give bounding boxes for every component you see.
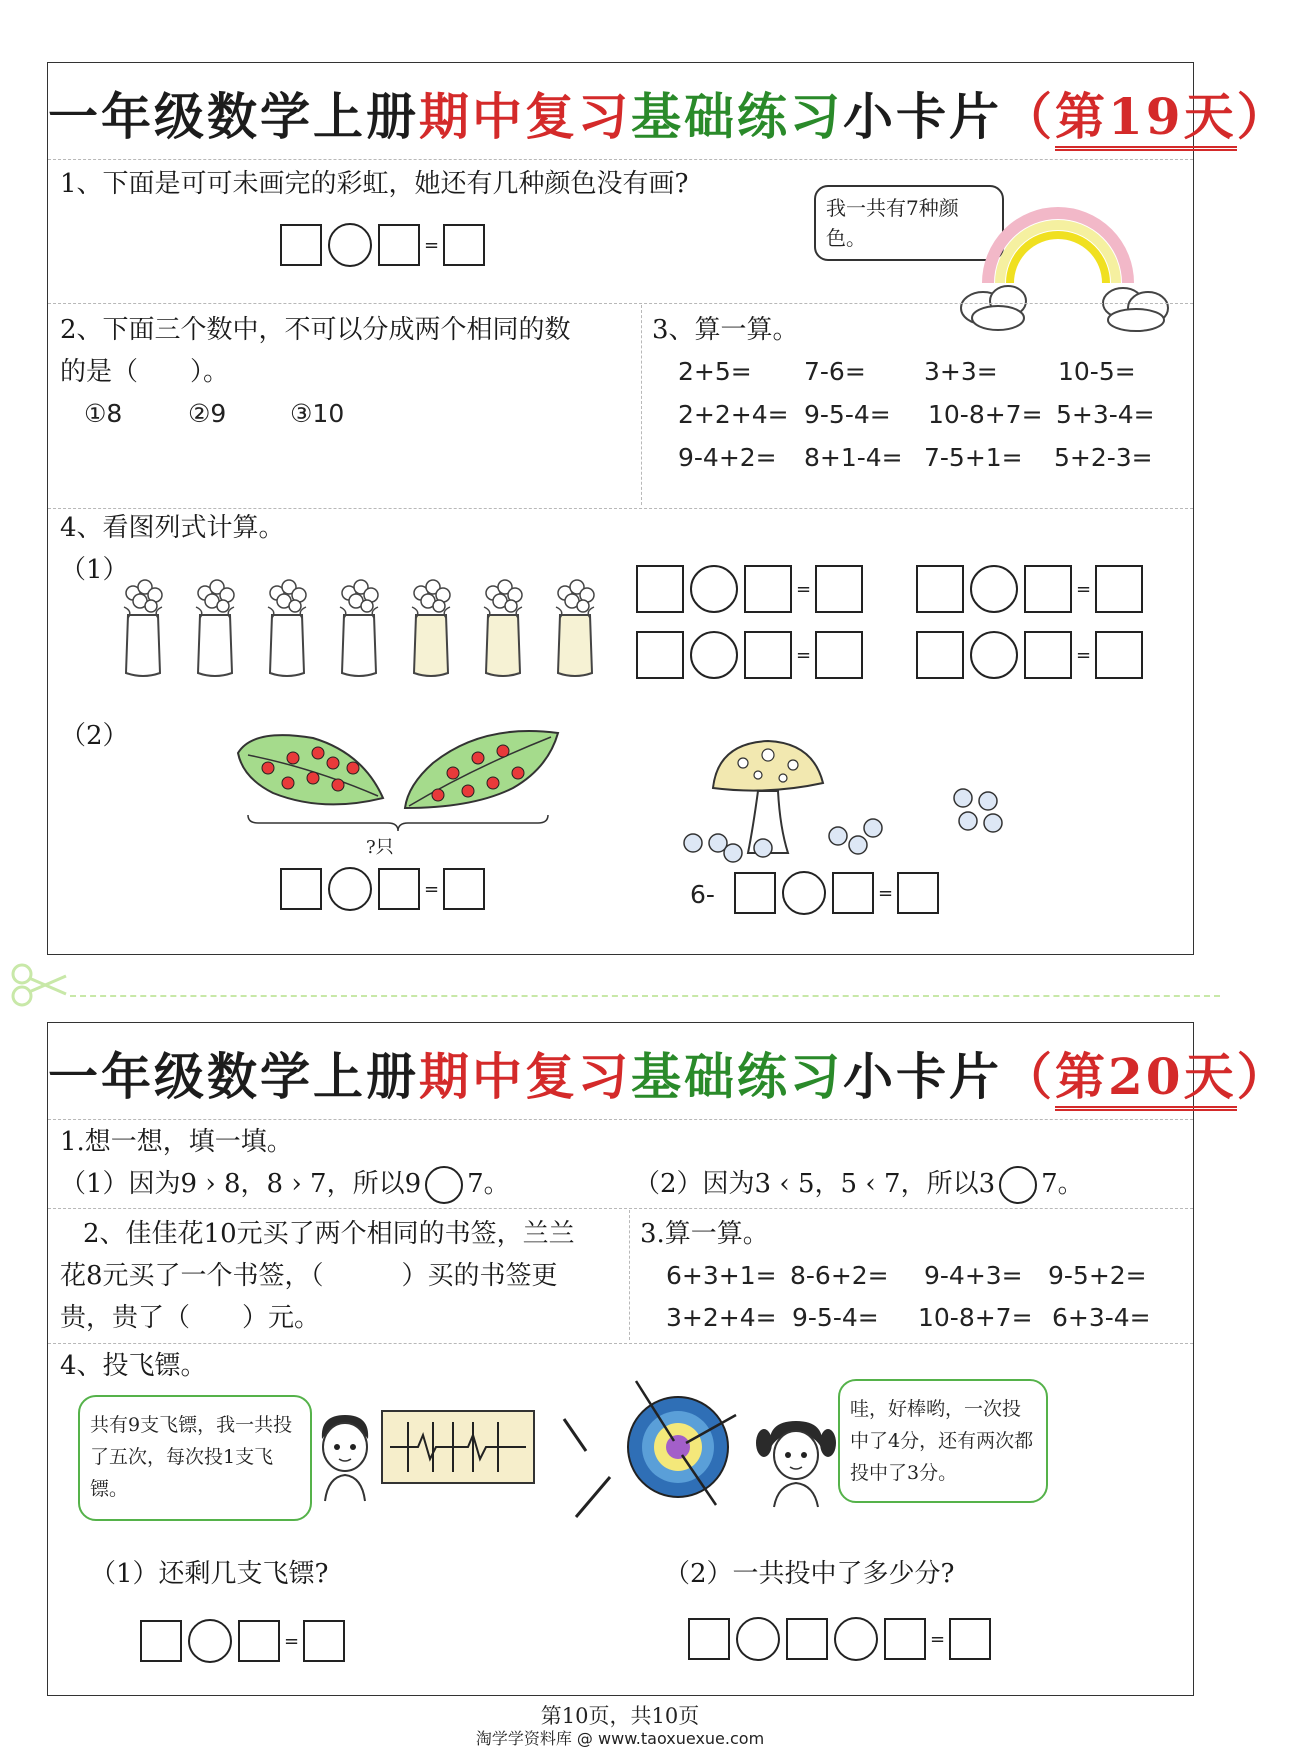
sub-question-1: （1）还剩几支飞镖? (90, 1559, 329, 1589)
operator-circle[interactable] (188, 1619, 232, 1663)
expression: 5+2-3= (1054, 443, 1153, 472)
expression: 9-4+3= (924, 1261, 1023, 1290)
speech-bubble-left: 共有9支飞镖，我一共投了五次，每次投1支飞镖。 (78, 1395, 312, 1521)
answer-equation: = (916, 565, 1143, 613)
answer-equation: = (140, 1619, 345, 1663)
answer-box[interactable] (636, 565, 684, 613)
speech-bubble-right: 哇，好棒哟，一次投中了4分，还有两次都投中了3分。 (838, 1379, 1048, 1503)
scissors-icon (8, 960, 68, 1010)
answer-box[interactable] (378, 868, 420, 910)
expression: 9-4+2= (678, 443, 777, 472)
answer-box[interactable] (443, 868, 485, 910)
answer-box[interactable] (140, 1620, 182, 1662)
answer-box[interactable] (832, 872, 874, 914)
expression: 10-5= (1058, 357, 1136, 386)
question-2-line2: 的是（ ）。 (60, 357, 230, 387)
question-2-line1: 2、佳佳花10元买了两个相同的书签，兰兰 (83, 1219, 575, 1249)
option: ②9 (188, 399, 227, 428)
operator-circle[interactable] (970, 565, 1018, 613)
answer-box[interactable] (378, 224, 420, 266)
question-1: 1.想一想，填一填。 (60, 1127, 293, 1157)
expression: 10-8+7= (928, 400, 1043, 429)
answer-box[interactable] (1024, 631, 1072, 679)
expression: 2+5= (678, 357, 752, 386)
expression: 6+3+1= (666, 1261, 777, 1290)
divider (48, 1208, 1193, 1209)
operator-circle[interactable] (690, 631, 738, 679)
answer-equation: = (636, 565, 863, 613)
operator-circle[interactable] (690, 565, 738, 613)
part-label: （1） (60, 555, 129, 585)
operator-circle[interactable] (834, 1617, 878, 1661)
question-1-part1: （1）因为9 › 8，8 › 7，所以9 7。 (60, 1163, 510, 1205)
answer-box[interactable] (303, 1620, 345, 1662)
expression: 2+2+4= (678, 400, 789, 429)
expression: 8+1-4= (804, 443, 903, 472)
answer-box[interactable] (744, 631, 792, 679)
compare-circle[interactable] (425, 1166, 463, 1204)
divider (48, 303, 1193, 304)
answer-box[interactable] (636, 631, 684, 679)
question-2-line1: 2、下面三个数中，不可以分成两个相同的数 (60, 315, 571, 345)
answer-box[interactable] (815, 565, 863, 613)
question-2-line3: 贵，贵了（ ）元。 (60, 1303, 321, 1333)
caption: ?只 (366, 837, 394, 858)
part-label: （2） (60, 721, 129, 751)
dartboard-target-illustration (616, 1375, 746, 1515)
answer-box[interactable] (280, 224, 322, 266)
operator-circle[interactable] (736, 1617, 780, 1661)
expression: 10-8+7= (918, 1303, 1033, 1332)
equation-prefix: 6- (690, 880, 715, 909)
dart-icon (558, 1413, 618, 1523)
answer-equation: = (280, 867, 485, 911)
question-4: 4、投飞镖。 (60, 1351, 207, 1381)
answer-box[interactable] (916, 631, 964, 679)
answer-box[interactable] (786, 1618, 828, 1660)
answer-box[interactable] (688, 1618, 730, 1660)
question-1: 1、下面是可可未画完的彩虹，她还有几种颜色没有画? (60, 169, 689, 199)
card-title: 一年级数学上册期中复习基础练习小卡片（第20天） (48, 1037, 1193, 1107)
divider (641, 305, 642, 505)
answer-box[interactable] (1095, 631, 1143, 679)
answer-box[interactable] (280, 868, 322, 910)
expression: 9-5+2= (1048, 1261, 1147, 1290)
answer-equation: = (916, 631, 1143, 679)
operator-circle[interactable] (328, 223, 372, 267)
answer-equation: = (636, 631, 863, 679)
day-label: 第19天 (1055, 87, 1237, 151)
expression: 7-5+1= (924, 443, 1023, 472)
ladybug-leaves-illustration (233, 723, 563, 833)
answer-box[interactable] (949, 1618, 991, 1660)
answer-box[interactable] (815, 631, 863, 679)
boy-illustration (310, 1409, 380, 1504)
darts-board-illustration (378, 1407, 538, 1487)
page-number: 第10页，共10页 (540, 1704, 700, 1728)
answer-box[interactable] (884, 1618, 926, 1660)
expression: 9-5-4= (792, 1303, 879, 1332)
answer-box[interactable] (744, 565, 792, 613)
answer-box[interactable] (443, 224, 485, 266)
answer-box[interactable] (897, 872, 939, 914)
girl-illustration (756, 1413, 836, 1508)
answer-box[interactable] (1095, 565, 1143, 613)
answer-equation: = (734, 871, 939, 915)
question-1-part2: （2）因为3 ‹ 5，5 ‹ 7，所以3 7。 (634, 1163, 1084, 1205)
question-4: 4、看图列式计算。 (60, 513, 285, 543)
expression: 9-5-4= (804, 400, 891, 429)
option: ③10 (290, 399, 345, 428)
option: ①8 (84, 399, 123, 428)
question-2-line2: 花8元买了一个书签，（ ）买的书签更 (60, 1261, 558, 1291)
divider (48, 159, 1193, 160)
expression: 6+3-4= (1052, 1303, 1151, 1332)
operator-circle[interactable] (782, 871, 826, 915)
flower-vases-illustration (118, 573, 658, 683)
answer-equation: = (280, 223, 485, 267)
answer-box[interactable] (238, 1620, 280, 1662)
cut-line (70, 995, 1220, 997)
answer-box[interactable] (734, 872, 776, 914)
card-day-20 (47, 1022, 1290, 1696)
question-3: 3.算一算。 (640, 1219, 769, 1249)
answer-box[interactable] (916, 565, 964, 613)
mushroom-snails-illustration (678, 733, 1128, 873)
answer-box[interactable] (1024, 565, 1072, 613)
card-day-19 (47, 62, 1290, 955)
expression: 8-6+2= (790, 1261, 889, 1290)
operator-circle[interactable] (970, 631, 1018, 679)
question-3: 3、算一算。 (652, 315, 799, 345)
answer-equation: = (688, 1617, 991, 1661)
expression: 7-6= (804, 357, 866, 386)
sub-question-2: （2）一共投中了多少分? (664, 1559, 955, 1589)
speech-bubble: 我一共有7种颜色。 (814, 185, 1004, 261)
operator-circle[interactable] (328, 867, 372, 911)
card-title: 一年级数学上册期中复习基础练习小卡片（第19天） (48, 77, 1193, 147)
divider (629, 1210, 630, 1340)
day-label: 第20天 (1055, 1047, 1237, 1111)
compare-circle[interactable] (999, 1166, 1037, 1204)
rainbow-illustration (958, 173, 1178, 343)
expression: 3+3= (924, 357, 998, 386)
expression: 5+3-4= (1056, 400, 1155, 429)
expression: 3+2+4= (666, 1303, 777, 1332)
divider (48, 1119, 1193, 1120)
site-credit: 淘学学资料库 @ www.taoxuexue.com (475, 1729, 765, 1748)
divider (48, 1343, 1193, 1344)
